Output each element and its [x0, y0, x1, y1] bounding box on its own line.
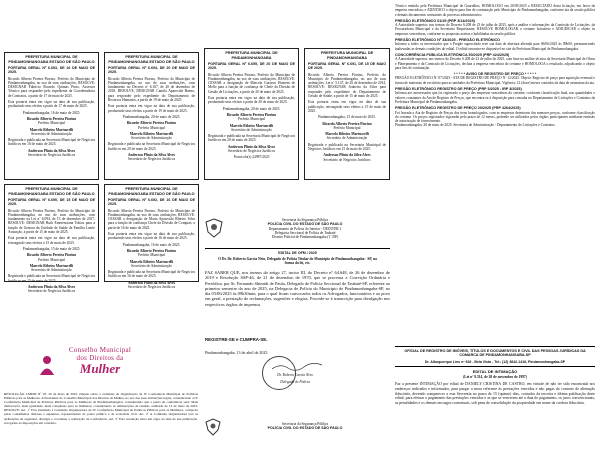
- resolucao-cmdm-text: [4, 392, 198, 448]
- police-footer1: Secretaria da Segurança Pública: [281, 422, 329, 426]
- box-header: PREFEITURA MUNICIPAL DE PINDAMONHANGABA: [320, 51, 374, 60]
- signer3-name: Anderson Plinio da Silva Alves: [127, 153, 176, 158]
- box-header: PREFEITURA MUNICIPAL DE PINDAMONHANGABA ESTADO DE SÃO PAULO: [8, 55, 95, 64]
- signer2-name: Marcelo Ribeiro Martuscelli: [229, 123, 274, 128]
- signer2-title: Secretário de Administração: [326, 136, 368, 141]
- place-date: Pindamonhangaba, 15 de maio de 2025.: [22, 246, 81, 251]
- signer-title: Prefeito Municipal: [37, 121, 66, 126]
- signer-title: Prefeito Municipal: [137, 125, 166, 130]
- edital-intimacao-title: EDITAL DE INTIMAÇÃO: [472, 369, 518, 374]
- oficial-title: OFICIAL DE REGISTRO DE IMÓVEIS, TÍTULOS E DOCUMENTOS E CIVIL DAS PESSOAS JURÍDICAS DA COMARCA DE PINDAMONHANGABA-SP: [404, 349, 586, 358]
- section-3-title: CONCORRÊNCIA PÚBLICA ELETRÔNICA 50/2025 (PRP 424/2025): [395, 52, 510, 57]
- divider: [395, 366, 595, 367]
- portaria-body: Ricardo Alberto Pereira Piorino, Prefeito do Município de Pindamonhangaba, no uso de suas atribuições, RESOLVE: DESIGNAR Fabricio Ricardo Quintas Pinto, Assessor Técnico para responder pelo expediente da Coordenadoria de Contratos, a partir de 17 de maio de 2025.: [8, 76, 95, 98]
- signature-mark: [270, 362, 330, 372]
- signer3-title: Secretário de Negócios Jurídicos: [27, 289, 76, 294]
- portaria-closing: Esta portaria entra em vigor na data de sua publicação, produzindo seus efeitos a partir de 17 de maio de 2025.: [8, 100, 95, 109]
- police-footer2: POLÍCIA CIVIL DO ESTADO DE SÃO PAULO: [267, 426, 343, 431]
- section-2-text: Informa a todos os interessados que o Pregão supracitado teve sua data de abertura alterada para 06/06/2025 às 09h00, permanecendo inalteradas as demais condições do edital. O edital encontra-se disponível no site da Prefeitura Municipal de Pindamonhangaba.: [395, 42, 595, 51]
- signer-title: Prefeito Municipal: [237, 117, 266, 122]
- portaria-closing: Esta portaria entra em vigor na data de sua publicação, retroagindo seus efeitos a 15 de maio de 2025.: [308, 100, 386, 113]
- portaria-box-6: [104, 184, 199, 290]
- portaria-box-4: [304, 48, 390, 180]
- signer2-name: Marcelo Ribeiro Martuscelli: [325, 132, 369, 137]
- signer-name: Ricardo Alberto Pereira Piorino: [322, 121, 372, 126]
- box-header: PREFEITURA MUNICIPAL DE PINDAMONHANGABA ESTADO DE SÃO PAULO: [108, 187, 195, 196]
- signer2-name: Marcelo Ribeiro Martuscelli: [129, 259, 174, 264]
- mulher-line1: Conselho Municipal: [68, 346, 132, 354]
- signer-name: Ricardo Alberto Pereira Piorino: [26, 116, 77, 121]
- resolucao-body: RESOLUÇÃO CMDM Nº 03, 20 de maio de 2025. Dispõe sobre a comissão de Organização da IV Conferência Municipal de Políticas Públicas para as Mulheres. A Presidente do Conselho Municipal dos Direitos da Mulher, no uso das suas atribuições legais, considerando a IV Conferência Municipal de Políticas Públicas para as Mulheres de Pindamonhangaba; considerando que a pauta da conferência será: Mais democracia, mais igualdade, mais conquistas para as mulheres; considerando as deliberações da reunião ordinária de 13 de maio de 2025, RESOLVE: Art. 1º Fica instituída a Comissão Organizadora da IV Conferência Municipal de Políticas Públicas para as Mulheres, composta pelas conselheiras titulares e suplentes, representantes do poder público e da sociedade civil. Art. 2º A Comissão Organizadora terá as atribuições de organizar, divulgar e coordenar a realização da Conferência. Art. 3º Esta resolução entra em vigor na data de sua publicação, revogadas as disposições em contrário.: [4, 392, 198, 425]
- mulher-line2: dos Direitos da: [76, 354, 124, 362]
- signer3-title: Secretário de Negócios Jurídicos: [127, 157, 176, 162]
- signer-title: Prefeito Municipal: [137, 253, 166, 258]
- portaria-closing: Esta portaria entra em vigor na data de sua publicação, produzindo seus efeitos a partir de 19 de maio de 2025.: [108, 104, 195, 113]
- divider: [205, 248, 390, 249]
- registry-line: REGISTRE-SE e CUMPRA-SE.: [205, 337, 268, 342]
- section-4-text: PREGÃO ELETRÔNICO Nº 07/2025 - ATA DE REGISTRO DE PREÇO Nº 12/2025. Objeto: Registro de preço para aquisição eventual e futura de materiais de escritório para as unidades da Prefeitura Municipal. Vigência: 12 (doze) meses contados da data de assinatura da ata.: [395, 76, 595, 85]
- signer-name: Ricardo Alberto Pereira Piorino: [226, 112, 277, 117]
- portaria-box-5: [4, 184, 99, 294]
- box-header: PREFEITURA MUNICIPAL DE PINDAMONHANGABA ESTADO DE SÃO PAULO: [8, 187, 95, 196]
- police-footer: [225, 422, 385, 434]
- edital-intimacao-sub: (Lei nº 9.514, de 20 de novembro de 1997): [463, 375, 527, 379]
- edital-body: FAZ SABER QUE, nos termos do artigo 27, inciso III, do Decreto nº 64.648, de 26 de dezembro de 2019 e Resolução SSP-46, de 21 de dezembro de 1970, que se processa a Correição Ordinária e Periódica, por Sr. Fernando Shimidt de Paula, Delegado de Polícia Seccional de Taubaté-SP, referente ao primeiro semestre do ano de 2025, na Delegacia de Polícia do Município de Pindamonhangaba-SP, no dia 03/06/2025 às 09h30min, para o qual ficam convocados todos os Advogados, funcionários e ao povo em geral, a prestação de reclamações, sugestões e elogios. Procede-se à transcrição para divulgação nos respectivos órgãos de imprensa.: [205, 270, 390, 307]
- portaria-box-1: [4, 52, 99, 180]
- portaria-number: PORTARIA GERAL Nº 6.690, DE 15 DE MAIO DE 2025.: [8, 198, 95, 207]
- portaria-number: PORTARIA GERAL Nº 6.695, DE 20 DE MAIO DE 2025.: [208, 62, 295, 71]
- police-line4: Delegacia Seccional de Polícia de Taubaté: [274, 230, 336, 235]
- police-signer: Dr. Roberto Garcia Neto: [277, 373, 313, 377]
- place-date: Pindamonhangaba, 20 de maio de 2025.: [122, 114, 181, 119]
- signer3-name: Anderson Plinio da Silva Alves: [227, 144, 276, 149]
- police-signer-title: Delegado de Polícia: [280, 380, 310, 384]
- signer3-title: Secretário de Negócios Jurídicos: [323, 157, 371, 162]
- registered-text: Registrada e publicada na Secretaria Municipal de Negócios Jurídicos em 15 de maio de 2025.: [8, 274, 95, 283]
- section-2-title: PREGÃO ELETRÔNICO Nº 33/2025 - PREGÃO ELETRÔNICO: [395, 38, 501, 43]
- signer-name: Ricardo Alberto Pereira Piorino: [126, 248, 177, 253]
- registered-text: Registrada e publicada na Secretaria Municipal de Negócios Jurídicos em 16 de maio de 2025.: [8, 138, 95, 147]
- police-line3: Departamento de Polícia do Interior - DEINTER 1: [268, 226, 342, 231]
- edital-intimacao-text: Faz a presente INTIMAÇÃO por edital de DANIELY CRISTINA DE CASTRO, em virtude de não ter sido encontrada nos endereços indicados e informados, para purgar a mora referente às prestações vencidas e não pagas do contrato de alienação fiduciária, devendo comparecer a esta Serventia no prazo de 15 (quinze) dias, contados da terceira e última publicação deste edital, para efetuar o pagamento das prestações vencidas e as que se vencerem até a data do pagamento, os juros convencionais, as penalidades e os demais encargos contratuais, sob pena de consolidação da propriedade em nome da credora fiduciária.: [395, 382, 595, 406]
- police-header: [225, 218, 385, 248]
- signer3-name: Anderson Plinio da Silva Alves: [323, 153, 371, 158]
- signer-title: Prefeito Municipal: [333, 125, 361, 130]
- place-date: Pindamonhangaba, 16 de maio de 2025.: [22, 110, 81, 115]
- signer2-name: Marcelo Ribeiro Martuscelli: [29, 127, 74, 132]
- portaria-box-3: [204, 48, 299, 180]
- signer3-name: Anderson Plinio da Silva Alves: [27, 285, 76, 290]
- signer3-title: Secretário de Negócios Jurídicos: [27, 153, 76, 158]
- portaria-closing: Esta portaria entra em vigor na data de sua publicação, retroagindo seus efeitos a 15 de maio de 2025.: [8, 236, 95, 245]
- signer-name: Ricardo Alberto Pereira Piorino: [26, 253, 77, 258]
- signer2-name: Marcelo Ribeiro Martuscelli: [29, 263, 74, 268]
- portaria-closing: Esta portaria entra em vigor na data de sua publicação, produzindo seus efeitos a partir de 20 de maio de 2025.: [208, 96, 295, 105]
- portaria-number: PORTARIA GERAL Nº 6.694, DE 20 DE MAIO DE 2025.: [108, 66, 195, 75]
- signer2-title: Secretário de Administração: [31, 268, 72, 273]
- edital-subtitle: O Dr. Dr. Roberto Garcia Neto, Delegado de Polícia Titular do Município de Pindamonhangaba - SP, na forma da lei, etc.: [218, 257, 377, 266]
- box-header: PREFEITURA MUNICIPAL DE PINDAMONHANGABA ESTADO DE SÃO PAULO: [108, 55, 195, 64]
- conselho-mulher-logo: [30, 346, 170, 388]
- place-date: Pindamonhangaba, 15 de maio de 2025.: [318, 115, 376, 120]
- signer2-title: Secretário de Administração: [131, 136, 172, 141]
- section-5-title: PREGÃO ELETRÔNICO REGISTRO DE PREÇO (PRP 3/2025 - IRP 3/2025): [395, 87, 522, 92]
- oficial-subtitle: Dr. Albuquerque Lins nº 916 - Bela Vista - Tel.: (12) 3642-1416, Pindamonhangaba-SP: [424, 360, 566, 364]
- signer2-name: Marcelo Ribeiro Martuscelli: [129, 131, 174, 136]
- signer3-title: Secretário de Negócios Jurídicos: [127, 285, 176, 290]
- portaria-closing: Esta portaria entra em vigor na data de sua publicação, produzindo seus efeitos a partir de 16 de maio de 2025.: [108, 232, 195, 241]
- signer3-name: Anderson Plinio da Silva Alves: [27, 148, 76, 153]
- edital-title: EDITAL DE OFM / 2025: [278, 251, 317, 255]
- registered-text: Registrada e publicada na Secretaria Municipal de Negócios Jurídicos em 20 de maio de 2025.: [108, 142, 195, 151]
- section-4-title: * * * * * AVISO DE REGISTRO DE PREÇO * * * * *: [453, 72, 537, 77]
- police-crest-icon: [205, 218, 223, 238]
- portaria-body: Ricardo Alberto Pereira Piorino, Prefeito do Município de Pindamonhangaba, no uso de suas atribuições, com fundamento no Decreto nº 6.167, de 20 de dezembro de 2018, RESOLVE: DESIGNAR Camila Aparecida Bueno, para responder pelo expediente do Departamento de Recursos Humanos, a partir de 19 de maio de 2025.: [108, 76, 195, 103]
- mulher-line3: Mulher: [79, 361, 121, 376]
- place-date: Pindamonhangaba, 20 de maio de 2025.: [222, 106, 281, 111]
- section-1-title: PREGÃO ELETRÔNICO 01/25 (PRP 3/14/2025): [395, 18, 475, 23]
- police-line2: POLÍCIA CIVIL DO ESTADO DE SÃO PAULO: [267, 222, 343, 227]
- women-silhouette-icon: [36, 354, 58, 376]
- signer3-name: Anderson Plinio da Silva Alves: [127, 280, 176, 285]
- portaria-body: Ricardo Alberto Pereira Piorino, Prefeito do Município de Pindamonhangaba, no uso de suas atribuições, RESOLVE: CESSAR a designação de Marcela Gustavo Homem de Mello para a função de confiança de Chefe da Divisão de Gestão de Licitações, a partir de 20 de maio de 2025.: [208, 72, 295, 94]
- portaria-body: Ricardo Alberto Pereira Piorino, Prefeito do Município de Pindamonhangaba, no uso de suas atribuições, Lei nº 5.147, de 26 de dezembro de 2014, RESOLVE: DESIGNAR Joabeira da Silva para responder pelo expediente do Departamento de Gestão de Saúde, a partir de 15 de maio de 2025.: [308, 72, 386, 99]
- registered-text: Registrada e publicada na Secretaria Municipal de Negócios Jurídicos em 20 de maio de 2025.: [208, 134, 295, 143]
- portaria-number: PORTARIA GERAL Nº 6.693, DE 16 DE MAIO DE 2025.: [8, 66, 95, 75]
- section-1-text: A Autoridade superior, nos termos do Decreto 6.208 de 23 de julho de 2025, após a análise e informações da Comissão de Licitações, da Procuradoria Municipal e da Secretaria Requisitante, RESOLVE HOMOLOGAR o certame licitatório e ADJUDICAR o objeto às empresas vencedoras, conforme as propostas aceitas e habilitadas na sessão pública.: [395, 23, 595, 36]
- right-column: [395, 4, 595, 250]
- portaria-box-2: [104, 52, 199, 180]
- registered-text: Registrada e publicada na Secretaria Municipal de Negócios Jurídicos em 16 de maio de 2025.: [108, 270, 195, 279]
- signer2-title: Secretário de Administração: [31, 131, 72, 136]
- signer2-title: Secretário de Administração: [231, 127, 272, 132]
- registered-text: Registrada e publicada na Secretaria Municipal de Negócios Jurídicos em 15 de maio de 2025.: [308, 142, 386, 152]
- portaria-number: PORTARIA GERAL Nº 6.692, DE 16 DE MAIO DE 2025.: [108, 198, 195, 207]
- police-crest-icon-2: [205, 418, 221, 436]
- police-line5: Distrito Policial de Pindamonhangaba (1º DP): [271, 235, 339, 240]
- section-6-title: PREGÃO ELETRÔNICO REGISTRO DE PREÇO 20/2025 (PRP 4264/2025): [395, 106, 521, 111]
- box-header: PREFEITURA MUNICIPAL DE PINDAMONHANGABA: [225, 51, 278, 60]
- edital-place-date: Pindamonhangaba, 13 de abril de 2025.: [205, 350, 269, 355]
- signer3-title: Secretário de Negócios Jurídicos: [227, 149, 276, 154]
- signer2-title: Secretário de Administração: [131, 263, 172, 268]
- place-date: Pindamonhangaba, 16 de maio de 2025.: [122, 242, 181, 247]
- section-5-text: Informa aos interessados que foi registrado o preço das empresas vencedoras do certame, conforme classificação final, nas quantidades e valores constantes da Ata de Registro de Preços, que encontra-se à disposição para consulta no Departamento de Licitações e Contratos da Prefeitura Municipal de Pindamonhangaba.: [395, 91, 595, 104]
- divider: [395, 346, 595, 347]
- intro-text: Técnico emitido pela Prefeitura Municipal de Guarulhos, HOMOLOGO em 20/05/2025 o RESULTADO desta licitação, em favor da empresa vencedora, e ADJUDICO o objeto para fins de contratação pelo Município de Pindamonhangaba, conforme ata da sessão pública e demais documentos constantes do processo administrativo.: [395, 4, 595, 17]
- signer-name: Ricardo Alberto Pereira Piorino: [126, 121, 177, 126]
- section-6-extra: Pindamonhangaba, 20 de maio de 2025. Secretaria de Administração - Departamento de Licitações e Contratos.: [395, 123, 556, 128]
- protocol-number: Protocolo(s) 24987/2025: [233, 155, 270, 160]
- signer-title: Prefeito Municipal: [37, 257, 66, 262]
- section-6-text: Foi lavrada a Ata de Registro de Preços dos itens homologados, com as empresas detentoras dos menores preços, conforme classificação do certame. Os preços registrados vigorarão pelo prazo de 12 meses, podendo ser utilizados pelos órgãos participantes mediante emissão de autorização de fornecimento.: [395, 110, 595, 124]
- police-line1: Secretaria da Segurança Pública: [281, 218, 329, 222]
- portaria-body: Ricardo Alberto Pereira Piorino, Prefeito do Município de Pindamonhangaba, no uso de suas atribuições, com fundamento na Lei nº 6.094, de 13 de dezembro de 2017, RESOLVE: DESIGNAR Ruth Emerenciana Tobias para a função de Gestora da Unidade de Saúde da Família Laerte Assunção, a partir de 15 de maio de 2025.: [8, 208, 95, 235]
- portaria-number: PORTARIA GERAL Nº 6.691, DE 15 DE MAIO DE 2025.: [308, 62, 386, 71]
- section-3-text: A Autoridade superior, nos termos do Decreto 6.208 de 23 de julho de 2025, com base na análise técnica da Secretaria Municipal de Obras e Planejamento e da Comissão de Licitações, declara a empresa vencedora do certame e HOMOLOGA o resultado, adjudicando o objeto para fins de contratação.: [395, 57, 595, 70]
- portaria-body: Ricardo Alberto Pereira Piorino, Prefeito do Município de Pindamonhangaba, no uso de suas atribuições, RESOLVE: CESSAR a designação de Maria Aparecida Ribeiro Silva para a função de confiança Chefe da Divisão de Compras, a partir de 16 de maio de 2025.: [108, 208, 195, 230]
